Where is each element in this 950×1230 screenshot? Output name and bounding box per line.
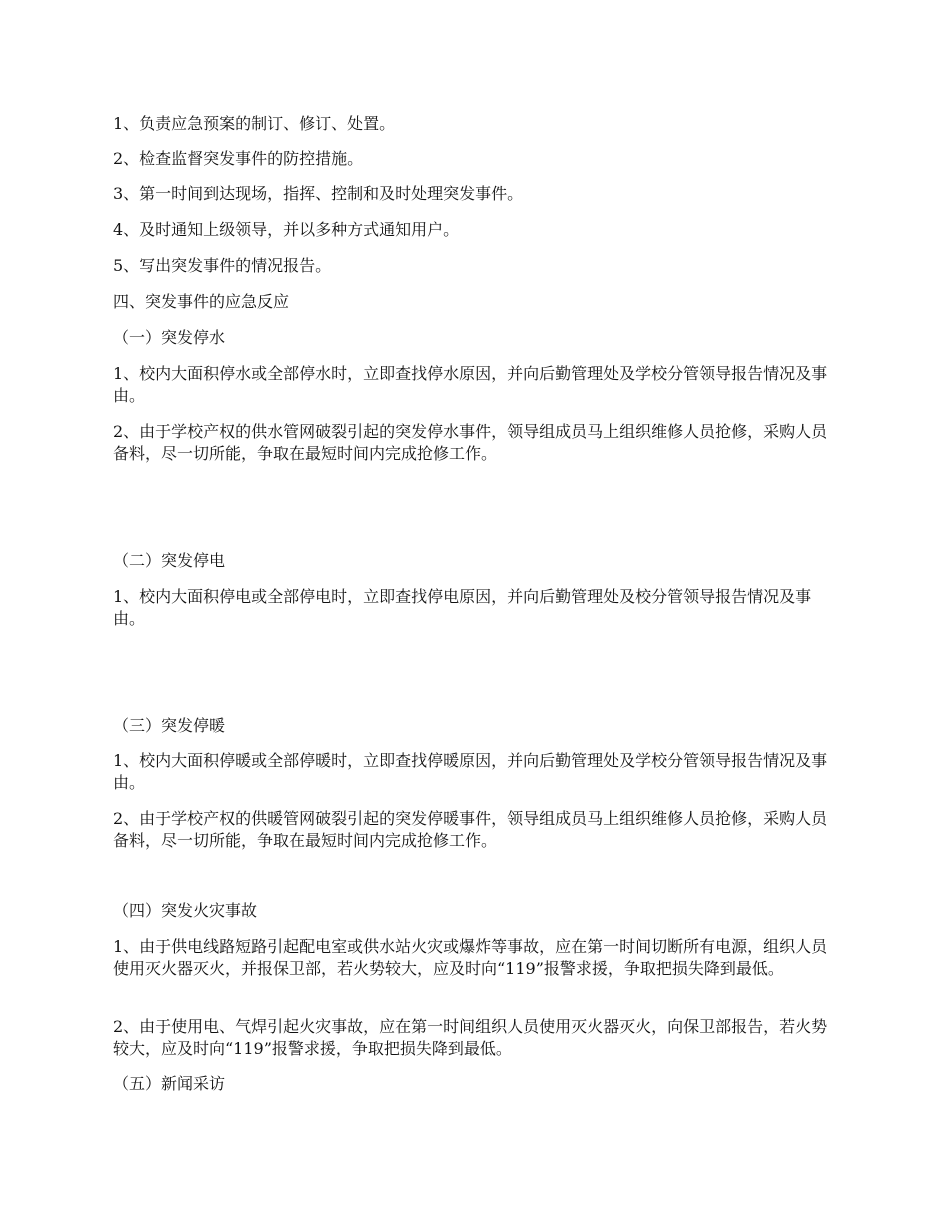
subsection-heading-fire: （四）突发火灾事故: [113, 901, 258, 920]
section-heading-4: 四、突发事件的应急反应: [113, 292, 290, 311]
water-item-1: 1、校内大面积停水或全部停水时，立即查找停水原因，并向后勤管理处及学校分管领导报告情况及事由。: [113, 364, 828, 405]
power-item-1: 1、校内大面积停电或全部停电时，立即查找停电原因，并向后勤管理处及校分管领导报告情况及事由。: [113, 587, 812, 628]
duty-item-5: 5、写出突发事件的情况报告。: [113, 256, 332, 275]
water-item-2: 2、由于学校产权的供水管网破裂引起的突发停水事件，领导组成员马上组织维修人员抢修，采购人员备料，尽一切所能，争取在最短时间内完成抢修工作。: [113, 422, 828, 463]
duty-item-3: 3、第一时间到达现场，指挥、控制和及时处理突发事件。: [113, 184, 524, 203]
fire-item-2: 2、由于使用电、气焊引起火灾事故，应在第一时间组织人员使用灭火器灭火，向保卫部报告，若火势较大，应及时向“119”报警求援，争取把损失降到最低。: [113, 1017, 828, 1058]
subsection-heading-news: （五）新闻采访: [113, 1074, 226, 1093]
subsection-heading-water: （一）突发停水: [113, 328, 226, 347]
duty-item-2: 2、检查监督突发事件的防控措施。: [113, 149, 364, 168]
subsection-heading-heating: （三）突发停暖: [113, 716, 226, 735]
heating-item-1: 1、校内大面积停暖或全部停暖时，立即查找停暖原因，并向后勤管理处及学校分管领导报告情况及事由。: [113, 751, 828, 792]
fire-item-1: 1、由于供电线路短路引起配电室或供水站火灾或爆炸等事故，应在第一时间切断所有电源，组织人员使用灭火器灭火，并报保卫部，若火势较大，应及时向“119”报警求援，争取把损失降到最低。: [113, 937, 828, 978]
duty-item-1: 1、负责应急预案的制订、修订、处置。: [113, 114, 396, 133]
heating-item-2: 2、由于学校产权的供暖管网破裂引起的突发停暖事件，领导组成员马上组织维修人员抢修，采购人员备料，尽一切所能，争取在最短时间内完成抢修工作。: [113, 809, 828, 850]
subsection-heading-power: （二）突发停电: [113, 551, 226, 570]
duty-item-4: 4、及时通知上级领导，并以多种方式通知用户。: [113, 220, 460, 239]
